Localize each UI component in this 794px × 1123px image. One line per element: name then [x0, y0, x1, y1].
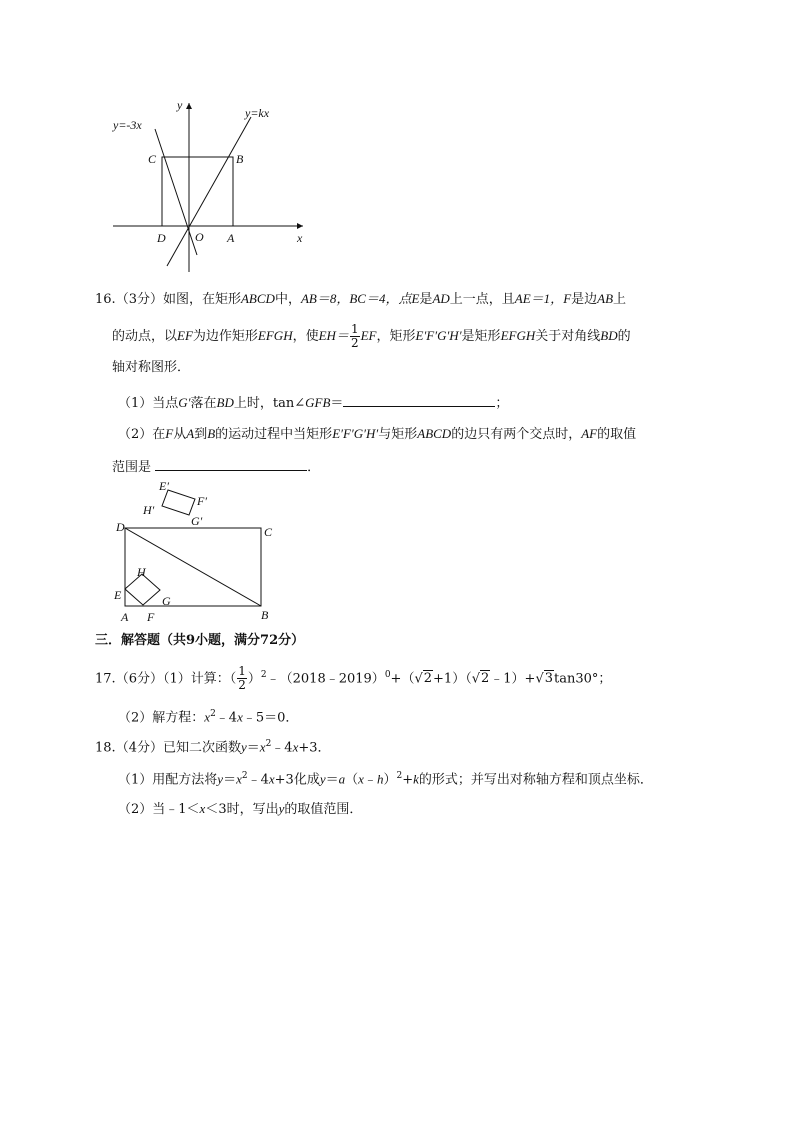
point-d-label: D	[157, 231, 166, 245]
q16-line1: 16.（3分）如图，在矩形ABCD中，AB＝8，BC＝4，点E是AD上一点，且AE＝1，F是边AB上	[95, 291, 627, 307]
label-g-prime: G′	[191, 514, 203, 528]
point-b-label: B	[236, 152, 244, 166]
q16-sub1: （1）当点G′落在BD上时，tan∠GFB＝ ；	[118, 392, 508, 414]
answer-blank-1[interactable]	[343, 392, 495, 407]
label-f-prime: F′	[197, 494, 207, 508]
fraction-half: $\frac{1}{2}$	[350, 322, 359, 350]
line-y-kx	[167, 117, 251, 266]
rectangle-figure	[105, 478, 285, 626]
q16-line3: 轴对称图形．	[112, 360, 191, 375]
label-d: D	[116, 520, 125, 534]
q16-sub2-line2: 范围是 ．	[112, 456, 320, 478]
coordinate-figure	[105, 95, 315, 280]
label-e: E	[114, 588, 122, 602]
fraction-half: $\frac{1}{2}$	[238, 664, 246, 693]
label-g: G	[162, 594, 171, 608]
label-h-prime: H′	[143, 503, 155, 517]
q16-number: 16.	[95, 292, 116, 307]
line1-label: y=-3x	[113, 118, 142, 132]
q18-sub2: （2）当﹣1＜x＜3时，写出y的取值范围．	[118, 801, 363, 817]
q18-line1: 18.（4分）已知二次函数$y=x^2﹣4x+3$．	[95, 739, 331, 756]
q18-number: 18.	[95, 740, 116, 756]
rect-efgh-prime	[162, 490, 195, 515]
q17-sub2: （2）解方程：$x^2﹣4x﹣5=0$．	[118, 709, 299, 726]
label-h: H	[137, 565, 146, 579]
y-axis-label: y	[177, 98, 183, 112]
x-axis-arrow-icon	[297, 223, 303, 229]
sqrt-icon: √	[471, 671, 480, 687]
label-a: A	[121, 610, 129, 624]
line2-label: y=kx	[245, 106, 270, 120]
q17-number: 17.	[95, 671, 116, 687]
sqrt-icon: √	[414, 671, 423, 687]
point-o-label: O	[195, 230, 204, 244]
q18-sub1: （1）用配方法将$y=x^2﹣4x+3$化成y＝a（x﹣h）$^2$+k的形式；并写出对称轴方程和顶点坐标．	[118, 771, 653, 788]
answer-blank-2[interactable]	[155, 456, 307, 471]
sqrt-icon: √	[535, 671, 544, 687]
label-b: B	[261, 608, 269, 622]
y-axis-arrow-icon	[186, 103, 192, 109]
label-e-prime: E′	[159, 479, 169, 493]
q16-line2: 的动点，以EF为边作矩形EFGH，使EH＝ $\frac{1}{2}$ EF，矩形E′F′G′H′是矩形EFGH关于对角线BD的	[112, 322, 631, 350]
q17-line1: 17.（6分）（1）计算：（ $\frac{1}{2}$ ）$^2$﹣（2018﹣2019）$^0$+（√2+1）（√2﹣1）+√3tan30°；	[95, 664, 612, 693]
point-c-label: C	[148, 152, 157, 166]
section-title: 三．解答题（共9小题，满分72分）	[95, 633, 305, 648]
label-c: C	[264, 525, 273, 539]
label-f: F	[147, 610, 155, 624]
q16-sub2: （2）在F从A到B的运动过程中当矩形E′F′G′H′与矩形ABCD的边只有两个交点时，AF的取值	[118, 426, 637, 442]
x-axis-label: x	[297, 231, 303, 245]
point-a-label: A	[227, 231, 235, 245]
